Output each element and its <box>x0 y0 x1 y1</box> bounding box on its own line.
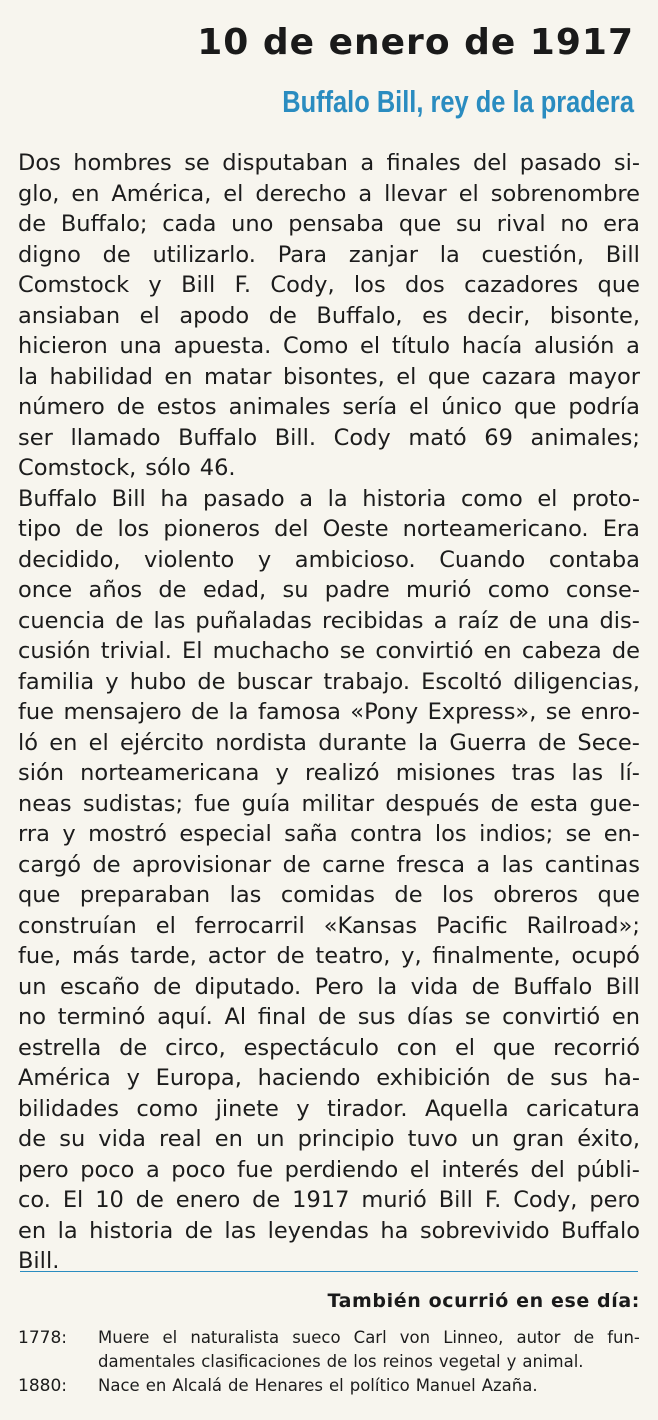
body-line: fue, más tarde, actor de teatro, y, finalmente, ocupó <box>18 943 640 969</box>
body-line: digno de utilizarlo. Para zanjar la cuestión, Bill <box>18 241 640 268</box>
body-line: hicieron una apuesta. Como el título hacía alusión a <box>18 333 640 359</box>
body-line: cusión trivial. El muchacho se convirtió en cabeza de <box>18 638 640 664</box>
body-line: tipo de los pioneros del Oeste norteamericano. Era <box>18 516 640 542</box>
body-line: de su vida real en un principio tuvo un gran éxito, <box>18 1126 640 1152</box>
event-item <box>18 1374 640 1398</box>
also-happened-list <box>18 1326 640 1398</box>
body-line: cargó de aprovisionar de carne fresca a las cantinas <box>18 851 640 878</box>
body-line: glo, en América, el derecho a llevar el sobrenombre <box>18 180 640 207</box>
body-line: construían el ferrocarril «Kansas Pacific Railroad»; <box>18 912 640 939</box>
body-line: fue mensajero de la famosa «Pony Express», se enro- <box>18 699 640 725</box>
body-line: estrella de circo, espectáculo con el que recorrió <box>18 1034 640 1061</box>
body-line: la habilidad en matar bisontes, el que cazara mayor <box>18 363 640 390</box>
body-line: familia y hubo de buscar trabajo. Escoltó diligencias, <box>18 668 640 695</box>
body-line: no terminó aquí. Al final de sus días se convirtió en <box>18 1004 640 1030</box>
body-line: Comstock y Bill F. Cody, los dos cazadores que <box>18 272 640 298</box>
event-year: 1880: <box>18 1376 67 1396</box>
event-line: Nace en Alcalá de Henares el político Manuel Azaña. <box>98 1376 538 1395</box>
event-line: damentales clasificaciones de los reinos vegetal y animal. <box>98 1352 584 1371</box>
body-line: cuencia de las puñaladas recibidas a raíz de una dis- <box>18 607 640 634</box>
event-text <box>98 1326 640 1374</box>
body-line: rra y mostró especial saña contra los indios; se en- <box>18 821 640 847</box>
body-line: ser llamado Buffalo Bill. Cody mató 69 animales; <box>18 424 640 451</box>
body-line: co. El 10 de enero de 1917 murió Bill F. Cody, pero <box>18 1187 640 1213</box>
section-divider <box>20 1271 638 1272</box>
body-line: bilidades como jinete y tirador. Aquella caricatura <box>18 1095 640 1122</box>
page-date-title: 10 de enero de 1917 <box>197 22 634 63</box>
body-line: Bill. <box>18 1248 60 1274</box>
body-line: Buffalo Bill ha pasado a la historia como el proto- <box>18 485 640 512</box>
body-line: decidido, violento y ambicioso. Cuando contaba <box>18 546 640 573</box>
also-happened-title: También ocurrió en ese día: <box>327 1290 640 1312</box>
body-line: de Buffalo; cada uno pensaba que su rival no era <box>18 211 640 237</box>
body-line: número de estos animales sería el único que podría <box>18 394 640 420</box>
body-line: ló en el ejército nordista durante la Guerra de Sece- <box>18 729 640 756</box>
body-line: que preparaban las comidas de los obreros que <box>18 882 640 908</box>
body-line: en la historia de las leyendas ha sobrevivido Buffalo <box>18 1217 640 1244</box>
body-line: ansiaban el apodo de Buffalo, es decir, bisonte, <box>18 302 640 329</box>
body-line: un escaño de diputado. Pero la vida de Buffalo Bill <box>18 973 640 1000</box>
body-line: sión norteamericana y realizó misiones tras las lí- <box>18 760 640 786</box>
event-line: Muere el naturalista sueco Carl von Linneo, autor de fun- <box>98 1328 640 1347</box>
body-line: Comstock, sólo 46. <box>18 455 236 481</box>
body-line: pero poco a poco fue perdiendo el interés del públi- <box>18 1156 640 1183</box>
body-line: once años de edad, su padre murió como conse- <box>18 577 640 603</box>
event-text <box>98 1374 640 1398</box>
article-subtitle: Buffalo Bill, rey de la pradera <box>282 84 634 119</box>
article-body <box>18 148 640 1277</box>
event-item <box>18 1326 640 1374</box>
body-line: América y Europa, haciendo exhibición de sus ha- <box>18 1065 640 1091</box>
event-year: 1778: <box>18 1328 67 1348</box>
body-line: Dos hombres se disputaban a finales del pasado si- <box>18 150 640 176</box>
body-line: neas sudistas; fue guía militar después de esta gue- <box>18 790 640 817</box>
